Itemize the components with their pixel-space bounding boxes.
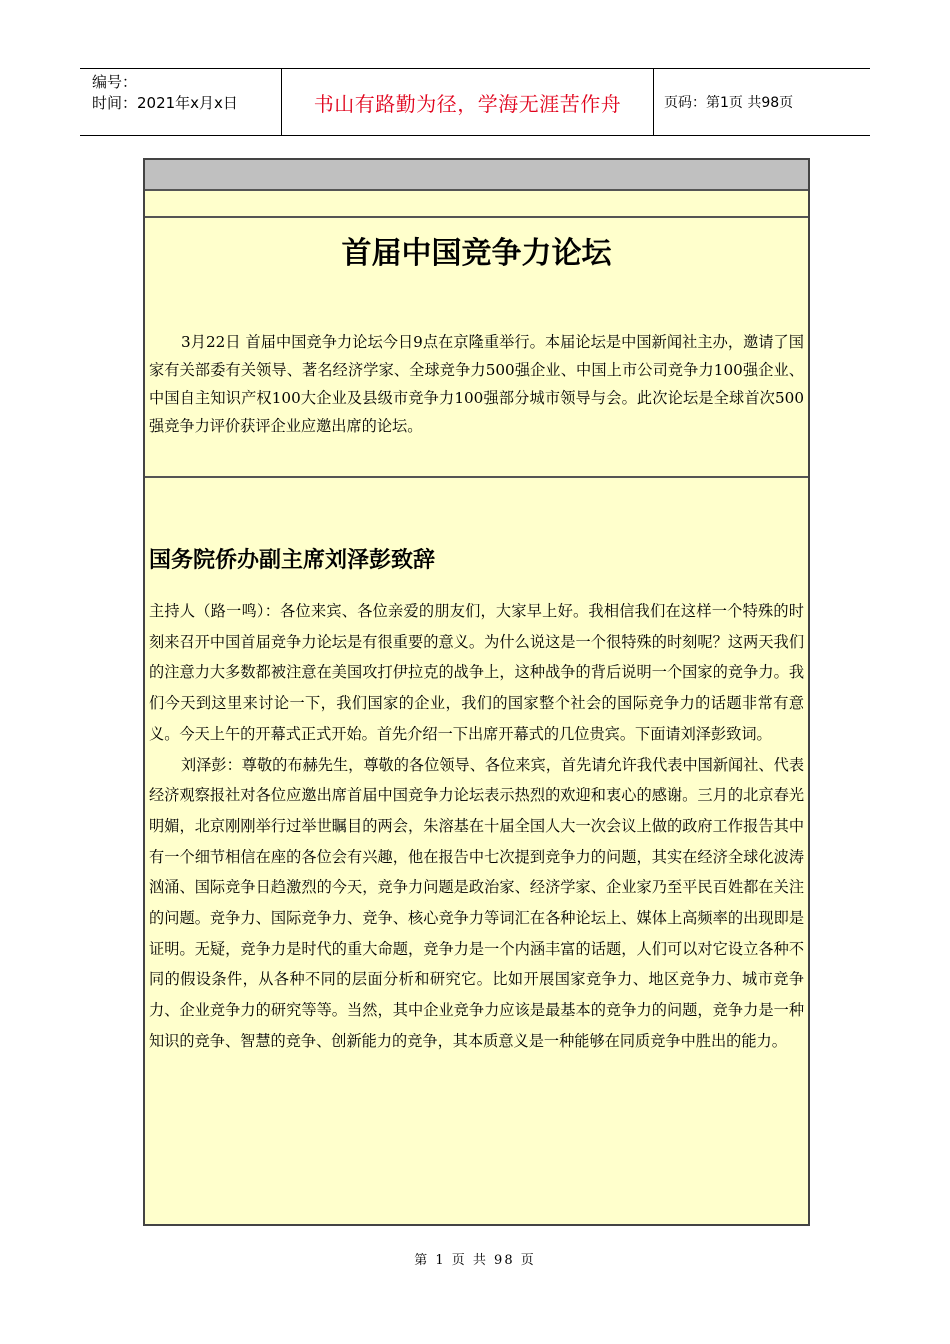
intro-paragraph: 3月22日 首届中国竞争力论坛今日9点在京隆重举行。本届论坛是中国新闻社主办，邀请了国家有关部委有关领导、著名经济学家、全球竞争力500强企业、中国上市公司竞争力100强企业、中国自主知识产权100大企业及县级市竞争力100强部分城市领导与会。此次论坛是全球首次500强竞争力评价获评企业应邀出席的论坛。: [149, 333, 804, 435]
document-title: 首届中国竞争力论坛: [341, 236, 612, 271]
header-page-info: 页码：第1页 共98页: [664, 95, 794, 111]
document-time-label: 时间：2021年x月x日: [92, 94, 238, 112]
host-paragraph: 主持人（路一鸣）：各位来宾、各位亲爱的朋友们，大家早上好。我相信我们在这样一个特殊的时刻来召开中国首届竞争力论坛是有很重要的意义。为什么说这是一个很特殊的时刻呢？这两天我们的注意力大多数都被注意在美国攻打伊拉克的战争上，这种战争的背后说明一个国家的竞争力。我们今天到这里来讨论一下，我们国家的企业，我们的国家整个社会的国际竞争力的话题非常有意义。今天上午的开幕式正式开始。首先介绍一下出席开幕式的几位贵宾。下面请刘泽彭致词。: [149, 602, 804, 743]
frame-spacer-row: [145, 191, 808, 218]
content-frame: [143, 158, 810, 1226]
header-meta-cell: [80, 69, 282, 135]
speech-section: [145, 546, 808, 1057]
page-footer: 第 1 页 共 98 页: [414, 1253, 536, 1268]
document-number-label: 编号：: [92, 73, 138, 91]
section-heading: 国务院侨办副主席刘泽彭致辞: [149, 548, 436, 573]
frame-top-bar: [145, 160, 808, 191]
header-motto: 书山有路勤为径，学海无涯苦作舟: [282, 69, 654, 135]
intro-section: [145, 218, 808, 478]
speech-paragraph: 刘泽彭：尊敬的布赫先生，尊敬的各位领导、各位来宾，首先请允许我代表中国新闻社、代表经济观察报社对各位应邀出席首届中国竞争力论坛表示热烈的欢迎和衷心的感谢。三月的北京春光明媚，北京刚刚举行过举世瞩目的两会，朱溶基在十届全国人大一次会议上做的政府工作报告其中有一个细节相信在座的各位会有兴趣，他在报告中七次提到竞争力的问题，其实在经济全球化波涛汹涌、国际竞争日趋激烈的今天，竞争力问题是政治家、经济学家、企业家乃至平民百姓都在关注的问题。竞争力、国际竞争力、竞争、核心竞争力等词汇在各种论坛上、媒体上高频率的出现即是证明。无疑，竞争力是时代的重大命题，竞争力是一个内涵丰富的话题，人们可以对它设立各种不同的假设条件，从各种不同的层面分析和研究它。比如开展国家竞争力、地区竞争力、城市竞争力、企业竞争力的研究等等。当然，其中企业竞争力应该是最基本的竞争力的问题，竞争力是一种知识的竞争、智慧的竞争、创新能力的竞争，其本质意义是一种能够在同质竞争中胜出的能力。: [149, 755, 804, 1050]
header-table: [80, 68, 870, 136]
